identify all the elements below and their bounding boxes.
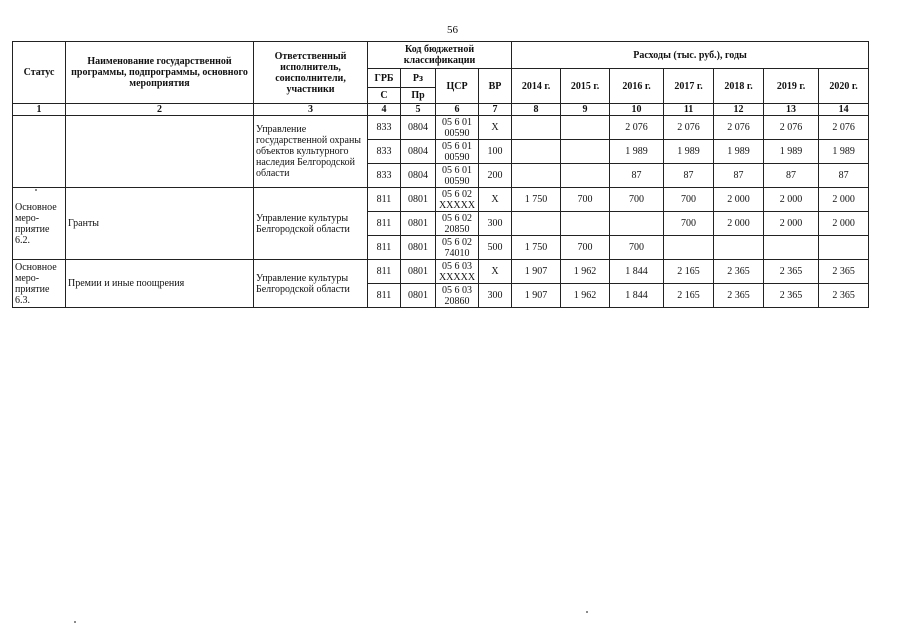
csr-line: 05 6 03 bbox=[442, 260, 472, 272]
csr-line: 00590 bbox=[444, 151, 470, 163]
expense-cell: 2 076 bbox=[664, 116, 714, 140]
rzpr-cell: 0801 bbox=[401, 188, 436, 212]
status-cell: Основное меро-приятие 6.2. bbox=[13, 188, 66, 260]
column-number: 12 bbox=[714, 104, 764, 116]
expense-cell bbox=[664, 236, 714, 260]
scan-speck bbox=[74, 621, 76, 623]
expense-cell: 1 844 bbox=[610, 284, 664, 308]
header-year: 2019 г. bbox=[764, 69, 819, 104]
executor-cell: Управление культуры Белгородской области bbox=[254, 260, 368, 308]
expense-cell: 700 bbox=[610, 188, 664, 212]
header-expenses: Расходы (тыс. руб.), годы bbox=[512, 42, 869, 69]
expense-cell: 2 365 bbox=[819, 260, 869, 284]
expense-cell: 1 962 bbox=[561, 260, 610, 284]
expense-cell: 2 000 bbox=[819, 188, 869, 212]
grbs-cell: 833 bbox=[368, 140, 401, 164]
vr-cell: Х bbox=[479, 116, 512, 140]
expense-cell: 1 907 bbox=[512, 260, 561, 284]
csr-line: 00590 bbox=[444, 127, 470, 139]
expense-cell: 1 844 bbox=[610, 260, 664, 284]
scan-speck bbox=[35, 189, 37, 191]
budget-table bbox=[12, 41, 869, 308]
rzpr-cell: 0804 bbox=[401, 140, 436, 164]
column-number: 14 bbox=[819, 104, 869, 116]
column-number: 6 bbox=[436, 104, 479, 116]
vr-cell: 500 bbox=[479, 236, 512, 260]
expense-cell: 2 000 bbox=[764, 212, 819, 236]
header-year: 2017 г. bbox=[664, 69, 714, 104]
page-number: 56 bbox=[447, 24, 458, 36]
expense-cell: 1 907 bbox=[512, 284, 561, 308]
column-number: 7 bbox=[479, 104, 512, 116]
header-year: 2020 г. bbox=[819, 69, 869, 104]
rzpr-cell: 0804 bbox=[401, 164, 436, 188]
grbs-cell: 811 bbox=[368, 284, 401, 308]
column-number: 1 bbox=[13, 104, 66, 116]
csr-cell bbox=[436, 164, 479, 188]
header-year: 2014 г. bbox=[512, 69, 561, 104]
expense-cell bbox=[512, 164, 561, 188]
program-name-cell bbox=[66, 116, 254, 188]
expense-cell bbox=[610, 212, 664, 236]
csr-line: 05 6 01 bbox=[442, 140, 472, 152]
status-cell: Основное меро-приятие 6.3. bbox=[13, 260, 66, 308]
expense-cell: 1 750 bbox=[512, 236, 561, 260]
csr-cell bbox=[436, 284, 479, 308]
expense-cell bbox=[714, 236, 764, 260]
rzpr-cell: 0801 bbox=[401, 260, 436, 284]
column-number-row bbox=[13, 104, 869, 116]
grbs-cell: 811 bbox=[368, 236, 401, 260]
column-number: 11 bbox=[664, 104, 714, 116]
column-number: 4 bbox=[368, 104, 401, 116]
csr-line: 20860 bbox=[444, 295, 470, 307]
expense-cell: 87 bbox=[610, 164, 664, 188]
header-year: 2016 г. bbox=[610, 69, 664, 104]
header-csr: ЦСР bbox=[436, 69, 479, 104]
header-year: 2018 г. bbox=[714, 69, 764, 104]
grbs-cell: 811 bbox=[368, 188, 401, 212]
header-grbs-suffix: С bbox=[368, 88, 401, 104]
expense-cell: 87 bbox=[664, 164, 714, 188]
expense-cell: 87 bbox=[714, 164, 764, 188]
header-row bbox=[13, 42, 869, 69]
table-body bbox=[13, 116, 869, 308]
rzpr-cell: 0804 bbox=[401, 116, 436, 140]
csr-line: 05 6 02 bbox=[442, 236, 472, 248]
column-number: 2 bbox=[66, 104, 254, 116]
expense-cell: 2 365 bbox=[714, 284, 764, 308]
csr-line: 00590 bbox=[444, 175, 470, 187]
executor-cell: Управление государственной охраны объектов культурного наследия Белгородской области bbox=[254, 116, 368, 188]
grbs-cell: 811 bbox=[368, 212, 401, 236]
csr-line: XXXXX bbox=[438, 271, 476, 283]
expense-cell bbox=[512, 140, 561, 164]
header-status: Статус bbox=[13, 42, 66, 104]
expense-cell: 2 000 bbox=[714, 212, 764, 236]
grbs-cell: 833 bbox=[368, 116, 401, 140]
expense-cell: 2 076 bbox=[714, 116, 764, 140]
table-row bbox=[13, 260, 869, 284]
header-executor: Ответственный исполнитель, соисполнители, участники bbox=[254, 42, 368, 104]
expense-cell: 2 365 bbox=[819, 284, 869, 308]
table-row bbox=[13, 188, 869, 212]
header-vr: ВР bbox=[479, 69, 512, 104]
expense-cell: 2 076 bbox=[610, 116, 664, 140]
csr-cell bbox=[436, 116, 479, 140]
expense-cell bbox=[819, 236, 869, 260]
vr-cell: 100 bbox=[479, 140, 512, 164]
grbs-cell: 811 bbox=[368, 260, 401, 284]
vr-cell: Х bbox=[479, 260, 512, 284]
column-number: 8 bbox=[512, 104, 561, 116]
header-pr: Пр bbox=[401, 88, 436, 104]
expense-cell: 2 076 bbox=[819, 116, 869, 140]
expense-cell: 2 000 bbox=[714, 188, 764, 212]
scan-speck bbox=[586, 611, 588, 613]
expense-cell: 2 000 bbox=[819, 212, 869, 236]
expense-cell: 1 989 bbox=[664, 140, 714, 164]
expense-cell: 2 000 bbox=[764, 188, 819, 212]
csr-line: 20850 bbox=[444, 223, 470, 235]
header-budget-code: Код бюджетной классификации bbox=[368, 42, 512, 69]
expense-cell: 1 989 bbox=[764, 140, 819, 164]
header-grbs: ГРБ bbox=[368, 69, 401, 88]
expense-cell: 1 750 bbox=[512, 188, 561, 212]
column-number: 5 bbox=[401, 104, 436, 116]
csr-line: 05 6 01 bbox=[442, 116, 472, 128]
rzpr-cell: 0801 bbox=[401, 236, 436, 260]
expense-cell: 700 bbox=[664, 188, 714, 212]
expense-cell: 2 365 bbox=[764, 260, 819, 284]
expense-cell bbox=[512, 212, 561, 236]
expense-cell bbox=[561, 116, 610, 140]
expense-cell: 1 962 bbox=[561, 284, 610, 308]
expense-cell: 2 165 bbox=[664, 260, 714, 284]
expense-cell bbox=[561, 164, 610, 188]
rzpr-cell: 0801 bbox=[401, 212, 436, 236]
expense-cell bbox=[561, 212, 610, 236]
expense-cell: 700 bbox=[610, 236, 664, 260]
vr-cell: 200 bbox=[479, 164, 512, 188]
program-name-cell: Премии и иные поощрения bbox=[66, 260, 254, 308]
executor-cell: Управление культуры Белгородской области bbox=[254, 188, 368, 260]
expense-cell: 1 989 bbox=[714, 140, 764, 164]
expense-cell bbox=[512, 116, 561, 140]
expense-cell: 2 365 bbox=[764, 284, 819, 308]
program-name-cell: Гранты bbox=[66, 188, 254, 260]
status-cell bbox=[13, 116, 66, 188]
column-number: 3 bbox=[254, 104, 368, 116]
expense-cell bbox=[764, 236, 819, 260]
csr-line: XXXXX bbox=[438, 199, 476, 211]
csr-cell bbox=[436, 212, 479, 236]
expense-cell: 2 165 bbox=[664, 284, 714, 308]
expense-cell: 87 bbox=[764, 164, 819, 188]
expense-cell: 1 989 bbox=[819, 140, 869, 164]
column-number: 13 bbox=[764, 104, 819, 116]
column-number: 10 bbox=[610, 104, 664, 116]
expense-cell: 2 076 bbox=[764, 116, 819, 140]
vr-cell: 300 bbox=[479, 284, 512, 308]
expense-cell: 700 bbox=[664, 212, 714, 236]
expense-cell: 700 bbox=[561, 188, 610, 212]
expense-cell: 700 bbox=[561, 236, 610, 260]
vr-cell: Х bbox=[479, 188, 512, 212]
rzpr-cell: 0801 bbox=[401, 284, 436, 308]
csr-cell bbox=[436, 260, 479, 284]
header-name: Наименование государственной программы, подпрограммы, основного мероприятия bbox=[66, 42, 254, 104]
csr-cell bbox=[436, 140, 479, 164]
csr-line: 05 6 03 bbox=[442, 284, 472, 296]
expense-cell: 2 365 bbox=[714, 260, 764, 284]
header-year: 2015 г. bbox=[561, 69, 610, 104]
grbs-cell: 833 bbox=[368, 164, 401, 188]
csr-line: 05 6 01 bbox=[442, 164, 472, 176]
expense-cell bbox=[561, 140, 610, 164]
csr-line: 05 6 02 bbox=[442, 188, 472, 200]
csr-cell bbox=[436, 188, 479, 212]
table-row bbox=[13, 116, 869, 140]
header-rz: Рз bbox=[401, 69, 436, 88]
csr-line: 05 6 02 bbox=[442, 212, 472, 224]
csr-line: 74010 bbox=[444, 247, 470, 259]
vr-cell: 300 bbox=[479, 212, 512, 236]
expense-cell: 87 bbox=[819, 164, 869, 188]
expense-cell: 1 989 bbox=[610, 140, 664, 164]
column-number: 9 bbox=[561, 104, 610, 116]
csr-cell bbox=[436, 236, 479, 260]
